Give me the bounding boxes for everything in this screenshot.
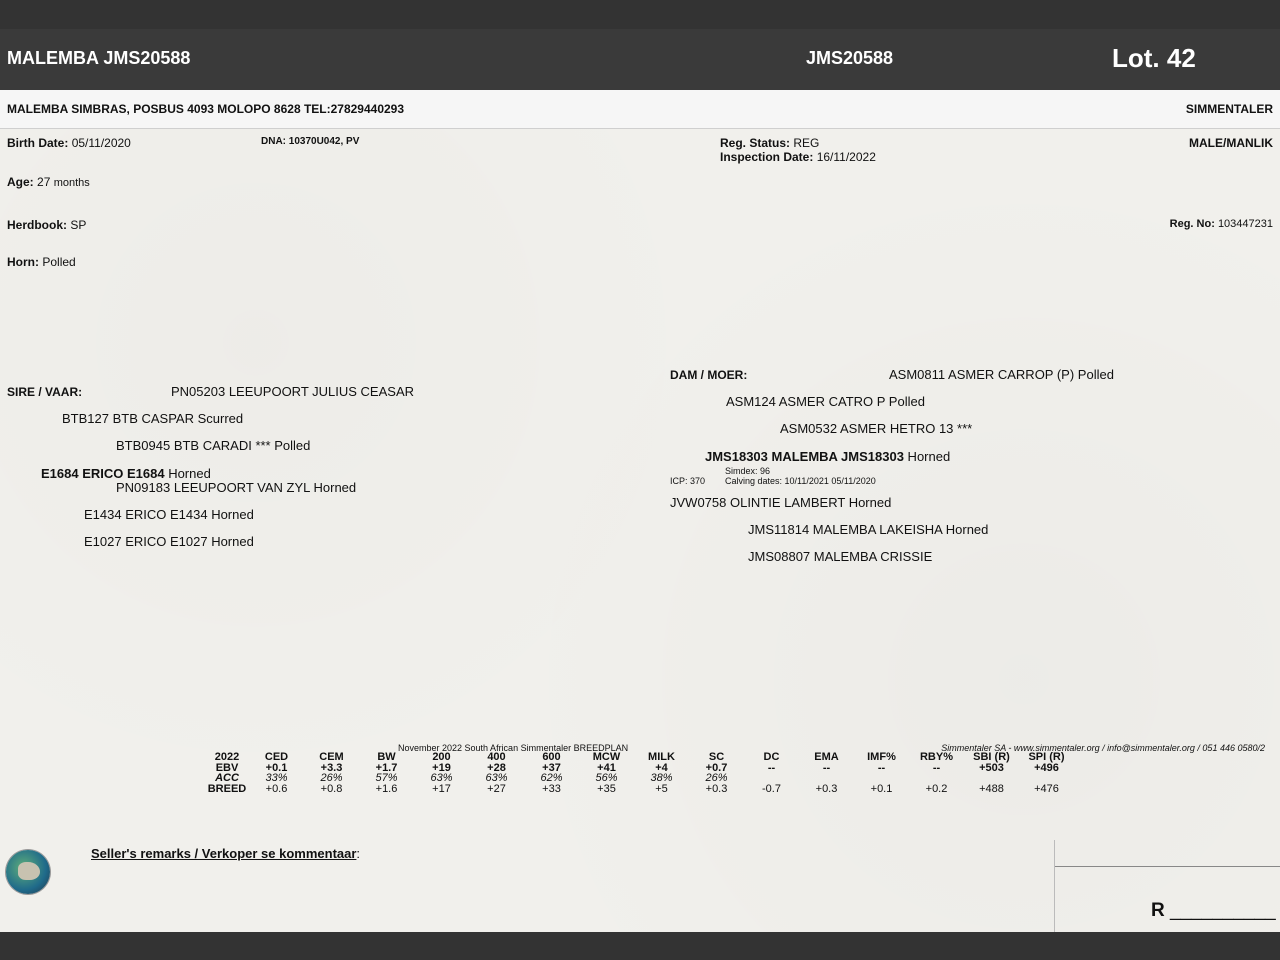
ebv-header-row xyxy=(205,752,1074,763)
acc-cell xyxy=(909,773,964,784)
breed-cell: +27 xyxy=(487,782,506,795)
dam-sire: ASM0811 ASMER CARROP (P) Polled xyxy=(889,367,1114,382)
acc-cell: 26% xyxy=(705,772,728,784)
breed-row-label: BREED xyxy=(207,782,247,795)
acc-cell: 38% xyxy=(650,772,673,784)
dam-icp: ICP: 370 xyxy=(670,476,706,486)
breedplan-title: November 2022 South African Simmentaler BREEDPLAN xyxy=(398,743,629,753)
dam-sire-sire-sire: ASM0532 ASMER HETRO 13 *** xyxy=(780,421,973,436)
ebv-cell: -- xyxy=(822,761,831,774)
ebv-cell: -- xyxy=(932,761,941,774)
acc-row xyxy=(205,773,1074,784)
breed-name: SIMMENTALER xyxy=(1185,102,1273,116)
dam-dam: JVW0758 OLINTIE LAMBERT Horned xyxy=(670,495,892,510)
ebv-col-header: CED xyxy=(264,751,289,763)
ebv-cell: +37 xyxy=(542,761,561,774)
ebv-cell: +41 xyxy=(597,761,616,774)
breed-cell: +0.3 xyxy=(705,782,728,795)
dam-dam-dam: JMS08807 MALEMBA CRISSIE xyxy=(748,549,933,564)
animal-title: MALEMBA JMS20588 xyxy=(7,48,191,68)
sire-dam: PN09183 LEEUPOORT VAN ZYL Horned xyxy=(116,480,357,495)
age: Age: 27 months xyxy=(7,175,90,189)
breed-cell: +476 xyxy=(1034,782,1059,795)
ebv-year: 2022 xyxy=(214,751,240,763)
breed-cell: +5 xyxy=(655,782,668,795)
ebv-col-header: 600 xyxy=(542,751,561,763)
sex: MALE/MANLIK xyxy=(1189,136,1273,150)
sire-dam-sire: E1434 ERICO E1434 Horned xyxy=(84,507,254,522)
logo-landmass xyxy=(18,862,40,880)
ebv-cell: +496 xyxy=(1034,761,1059,774)
top-bar xyxy=(0,0,1280,28)
breed-cell: +0.2 xyxy=(925,782,948,795)
sire-dam-dam: E1027 ERICO E1027 Horned xyxy=(84,534,254,549)
breed-cell: +1.6 xyxy=(375,782,398,795)
acc-cell xyxy=(964,773,1019,784)
dam-simdex: Simdex: 96 xyxy=(725,466,771,476)
lot-number: Lot. 42 xyxy=(1112,43,1196,73)
dam-sire-sire: ASM124 ASMER CATRO P Polled xyxy=(726,394,925,409)
breed-cell: +488 xyxy=(979,782,1004,795)
ebv-col-header: BW xyxy=(377,751,396,763)
breed-cell: +0.1 xyxy=(870,782,893,795)
ebv-col-header: SC xyxy=(708,751,725,763)
ebv-col-header: MILK xyxy=(648,751,675,763)
acc-cell: 56% xyxy=(595,772,618,784)
acc-cell xyxy=(744,773,799,784)
sire-sire-dam: E1684 ERICO E1684 Horned xyxy=(41,466,211,481)
breeder-address: MALEMBA SIMBRAS, POSBUS 4093 MOLOPO 8628 TEL:27829440293 xyxy=(7,102,405,116)
ebv-col-header: SPI (R) xyxy=(1028,751,1065,763)
dam-dam-sire: JMS11814 MALEMBA LAKEISHA Horned xyxy=(748,522,989,537)
dam-calving-dates: Calving dates: 10/11/2021 05/11/2020 xyxy=(725,476,876,486)
acc-cell: 63% xyxy=(430,772,453,784)
acc-cell xyxy=(854,773,909,784)
breed-cell: +0.6 xyxy=(265,782,288,795)
acc-cell: 62% xyxy=(540,772,563,784)
sire-label: SIRE / VAAR: xyxy=(7,385,83,399)
ebv-col-header: EMA xyxy=(814,751,839,763)
ebv-cell: +0.1 xyxy=(265,761,288,774)
breeder-bar xyxy=(0,90,1280,129)
acc-cell: 57% xyxy=(375,772,398,784)
ebv-cell: +0.7 xyxy=(705,761,728,774)
ebv-col-header: RBY% xyxy=(919,751,953,763)
acc-cell xyxy=(1019,773,1074,784)
ebv-col-header: SBI (R) xyxy=(973,751,1010,763)
reg-no: Reg. No: 103447231 xyxy=(1169,218,1273,230)
acc-cell: 63% xyxy=(485,772,508,784)
breed-cell: +33 xyxy=(542,782,561,795)
birth-date: Birth Date: 05/11/2020 xyxy=(7,136,131,150)
ebv-col-header: IMF% xyxy=(867,751,896,763)
sire-sire: BTB127 BTB CASPAR Scurred xyxy=(62,411,244,426)
breed-cell: +0.8 xyxy=(320,782,343,795)
price-divider xyxy=(1055,866,1280,867)
ebv-table xyxy=(205,752,1074,794)
price-box xyxy=(1054,840,1280,932)
reg-status: Reg. Status: REG xyxy=(720,136,820,150)
breedplan-source: Simmentaler SA - www.simmentaler.org / info@simmentaler.org / 051 446 0580/2 xyxy=(941,743,1265,753)
ebv-col-header: DC xyxy=(763,751,780,763)
ebv-cell: +19 xyxy=(432,761,451,774)
dam-name: JMS18303 MALEMBA JMS18303 Horned xyxy=(705,449,951,464)
ebv-cell: +503 xyxy=(979,761,1004,774)
acc-cell: 33% xyxy=(265,772,288,784)
ebv-col-header: 400 xyxy=(487,751,506,763)
ebv-col-header: CEM xyxy=(319,751,344,763)
sire-sire-sire: BTB0945 BTB CARADI *** Polled xyxy=(116,438,311,453)
dna-info: DNA: 10370U042, PV xyxy=(261,136,360,147)
horn: Horn: Polled xyxy=(7,255,76,269)
ebv-cell: -- xyxy=(767,761,776,774)
price-field[interactable]: R __________ xyxy=(1151,900,1276,921)
globe-logo-icon xyxy=(6,850,50,894)
lot-header xyxy=(0,29,1280,90)
ebv-cell: +4 xyxy=(655,761,668,774)
ebv-cell: +3.3 xyxy=(320,761,343,774)
acc-cell: 26% xyxy=(320,772,343,784)
breed-cell: +0.3 xyxy=(815,782,838,795)
breed-cell: +17 xyxy=(432,782,451,795)
animal-id: JMS20588 xyxy=(806,48,894,68)
ebv-cell: -- xyxy=(877,761,886,774)
ebv-cell: +1.7 xyxy=(375,761,398,774)
breed-row xyxy=(205,784,1074,795)
acc-row-label: ACC xyxy=(215,772,239,784)
sellers-remarks: Seller's remarks / Verkoper se kommentaar: xyxy=(91,846,361,861)
breed-cell: +35 xyxy=(597,782,616,795)
bottom-bar xyxy=(0,932,1280,960)
acc-cell xyxy=(799,773,854,784)
ebv-cell: +28 xyxy=(487,761,506,774)
ebv-col-header: 200 xyxy=(432,751,451,763)
breed-cell: -0.7 xyxy=(762,782,781,795)
ebv-col-header: MCW xyxy=(592,751,621,763)
dam-label: DAM / MOER: xyxy=(670,368,748,382)
inspection-date: Inspection Date: 16/11/2022 xyxy=(720,150,876,164)
sire-name: PN05203 LEEUPOORT JULIUS CEASAR xyxy=(171,384,415,399)
ebv-row-label: EBV xyxy=(215,761,239,774)
herdbook: Herdbook: SP xyxy=(7,218,87,232)
